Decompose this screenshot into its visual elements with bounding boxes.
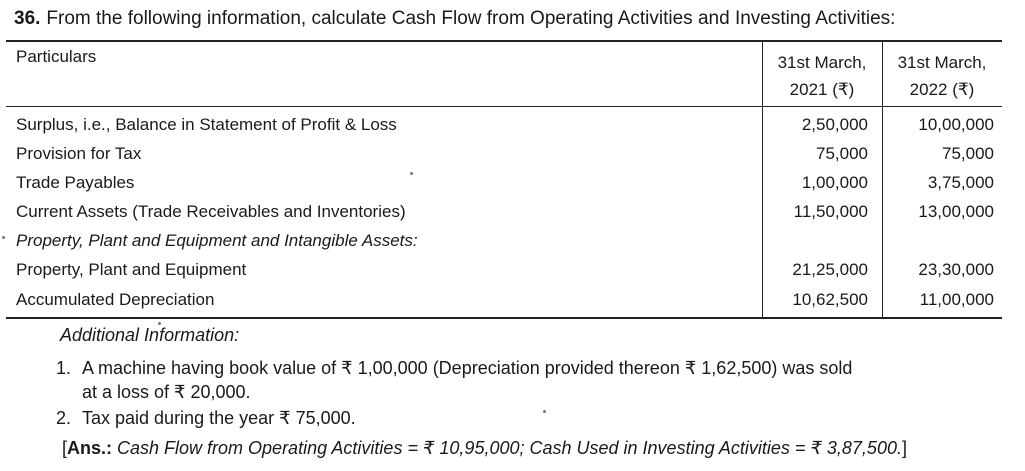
header-2022-line1: 31st March, <box>897 53 987 72</box>
header-2022-line2: 2022 (₹) <box>909 80 975 99</box>
header-divider <box>6 106 1002 107</box>
answer-text: Cash Flow from Operating Activities = ₹ 10,95,000; Cash Used in Investing Activities = ₹ 3,87,500. <box>112 438 902 458</box>
row-label: Property, Plant and Equipment and Intangible Assets: <box>16 231 418 250</box>
table-row <box>6 139 1002 168</box>
scan-speck <box>410 172 413 175</box>
note-number: 1. <box>56 358 72 378</box>
row-value-2022: 10,00,000 <box>918 115 994 134</box>
row-label: Accumulated Depreciation <box>16 290 215 309</box>
answer-line <box>62 438 907 459</box>
question-number: 36. <box>14 8 41 29</box>
header-2021 <box>762 49 882 103</box>
header-particulars: Particulars <box>16 47 97 66</box>
row-value-2021: 10,62,500 <box>792 290 868 309</box>
scan-speck <box>2 236 5 239</box>
row-label: Trade Payables <box>16 173 135 192</box>
row-value-2022: 11,00,000 <box>919 290 994 309</box>
table-row <box>6 197 1002 226</box>
answer-open-bracket: [ <box>62 438 68 458</box>
note-item <box>56 356 852 404</box>
note-text: Tax paid during the year ₹ 75,000. <box>82 408 356 428</box>
data-table <box>6 40 1002 319</box>
row-value-2021: 2,50,000 <box>801 115 868 134</box>
answer-close-bracket: ] <box>901 438 907 458</box>
table-row <box>6 285 1002 314</box>
note-number: 2. <box>56 408 72 428</box>
row-value-2022: 75,000 <box>942 144 994 163</box>
row-value-2021: 21,25,000 <box>792 260 868 279</box>
row-value-2022: 23,30,000 <box>918 260 994 279</box>
note-text-continued: at a loss of ₹ 20,000. <box>82 382 251 402</box>
row-value-2021: 1,00,000 <box>801 173 868 192</box>
row-value-2022: 3,75,000 <box>927 173 994 192</box>
row-label: Surplus, i.e., Balance in Statement of Profit & Loss <box>16 115 397 134</box>
table-row <box>6 110 1002 139</box>
row-label: Property, Plant and Equipment <box>16 260 247 279</box>
row-label: Current Assets (Trade Receivables and Inventories) <box>16 202 406 221</box>
note-text: A machine having book value of ₹ 1,00,000 (Depreciation provided thereon ₹ 1,62,500) was sold <box>82 358 853 378</box>
scan-speck <box>543 410 546 413</box>
table-row <box>6 255 1002 284</box>
question-text: From the following information, calculate Cash Flow from Operating Activities and Investing Activities: <box>46 8 896 29</box>
scan-speck <box>158 322 161 325</box>
header-2021-line2: 2021 (₹) <box>789 80 855 99</box>
row-value-2022: 13,00,000 <box>918 202 994 221</box>
question-heading <box>14 8 895 30</box>
table-row <box>6 168 1002 197</box>
additional-info-heading: Additional Information: <box>60 325 240 345</box>
row-value-2021: 75,000 <box>816 144 868 163</box>
answer-label: Ans.: <box>67 438 113 458</box>
table-row-subheading <box>6 226 1002 255</box>
note-item <box>56 406 356 430</box>
header-2021-line1: 31st March, <box>777 53 867 72</box>
row-value-2021: 11,50,000 <box>793 202 868 221</box>
row-label: Provision for Tax <box>16 144 142 163</box>
header-2022 <box>882 49 1002 103</box>
